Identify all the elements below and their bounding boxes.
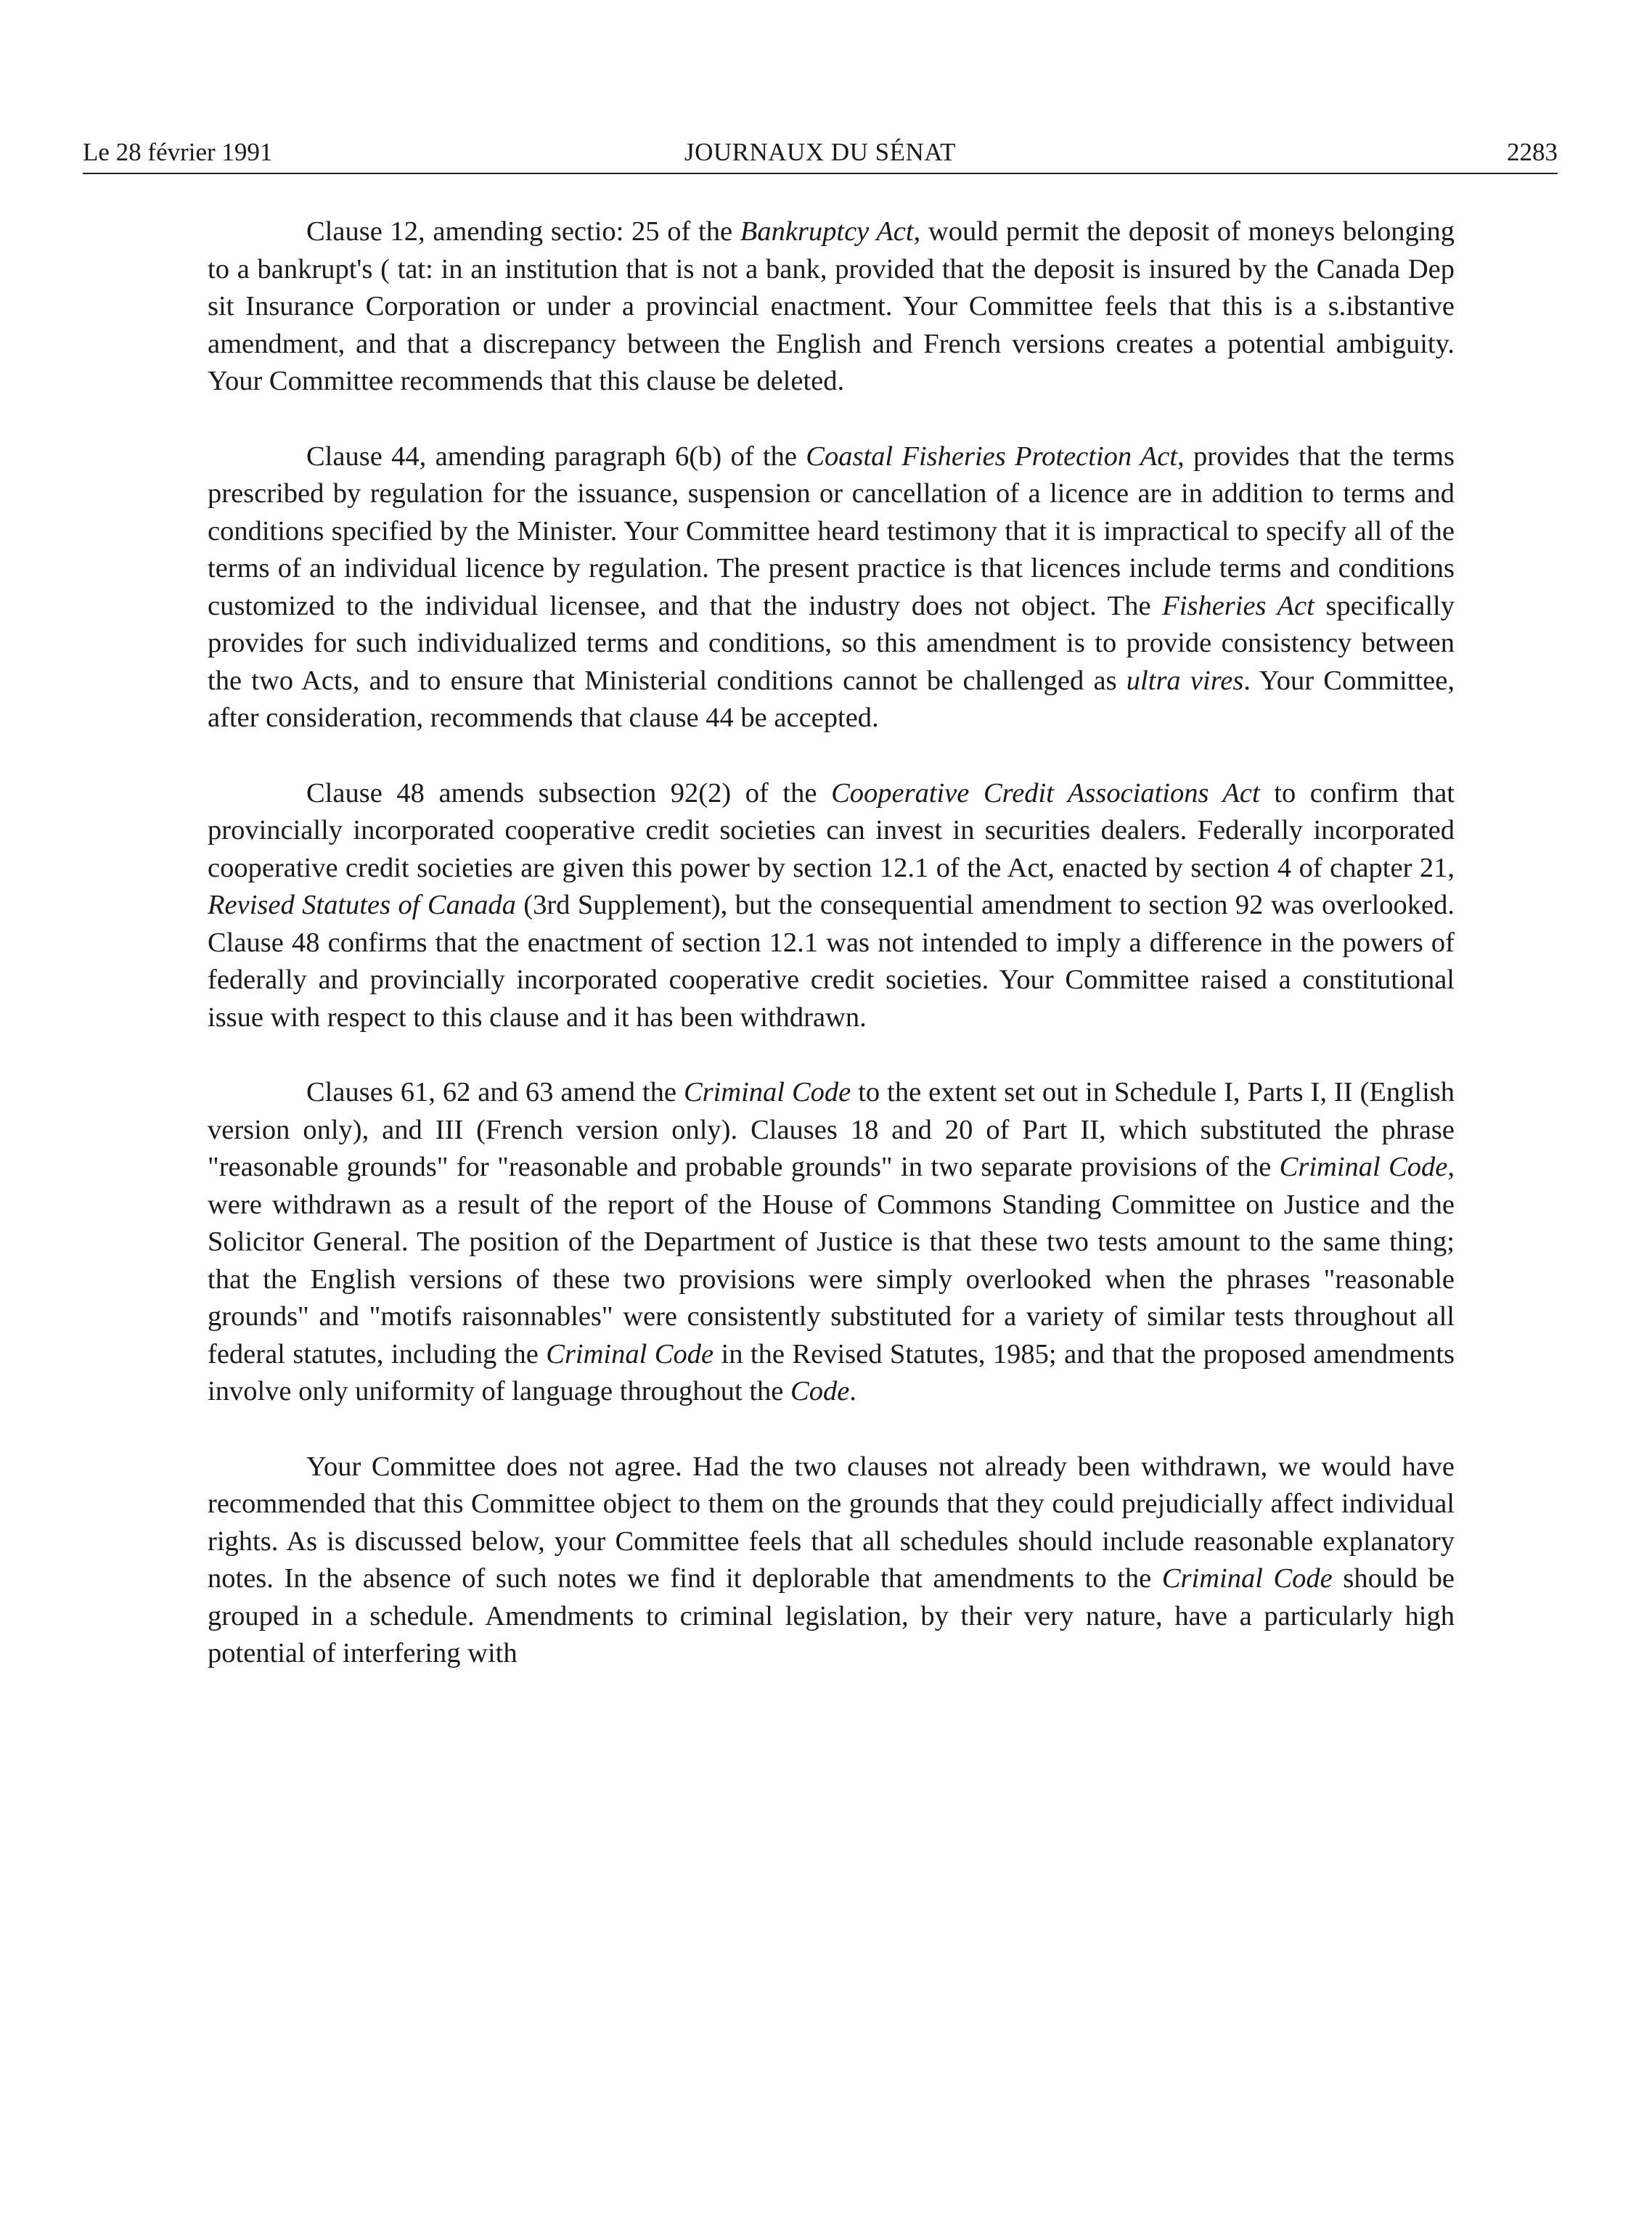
paragraph-clause-44 bbox=[208, 438, 1455, 737]
text-run: in the Revised Statutes, 1985; and that the proposed amendments involve only uniformity of language throughout the bbox=[208, 1338, 1455, 1406]
text-run: Clause 44, amending paragraph 6(b) of the bbox=[306, 441, 806, 472]
body-text bbox=[208, 213, 1455, 1711]
running-header bbox=[83, 138, 1558, 174]
italic-title-run: Fisheries Act bbox=[1162, 590, 1314, 621]
italic-title-run: Criminal Code bbox=[1161, 1563, 1333, 1594]
text-run: to the extent set out in Schedule I, Parts I, II (English version only), and III (French version only). Clauses 18 and 20 of Part II, which substituted the phrase "reasonable grounds" for "reasonable and probable grounds" in two separate provisions of the bbox=[208, 1077, 1455, 1182]
text-run: should be grouped in a schedule. Amendments to criminal legislation, by their very nature, have a particularly high potential of interfering with bbox=[208, 1563, 1455, 1668]
italic-title-run: Criminal Code bbox=[683, 1077, 851, 1107]
text-run: , provides that the terms prescribed by regulation for the issuance, suspension or cancellation of a licence are in addition to terms and conditions specified by the Minister. Your Committee heard testimony that it is impractical to specify all of the terms of an individual licence by regulation. The present practice is that licences include terms and conditions customized to the individual licensee, and that the industry does not object. The bbox=[208, 441, 1455, 621]
italic-title-run: Cooperative Credit Associations Act bbox=[831, 777, 1260, 808]
paragraph-committee-disagrees bbox=[208, 1449, 1455, 1673]
paragraph-clause-48 bbox=[208, 775, 1455, 1037]
text-run: . Your Committee, after consideration, recommends that clause 44 be accepted. bbox=[208, 665, 1455, 733]
italic-title-run: Criminal Code bbox=[546, 1338, 714, 1369]
text-run: . bbox=[849, 1376, 856, 1406]
text-run: , would permit the deposit of moneys belonging to a bankrupt's ( tat: in an institution that is not a bank, provided that the deposit is insured by the Canada Dep sit Insurance Corporation or under a provincial enactment. Your Committee feels that this is a s.ibstantive amendment, and that a discrepancy between the English and French versions creates a potential ambiguity. Your Committee recommends that this clause be deleted. bbox=[208, 216, 1455, 396]
italic-title-run: ultra vires bbox=[1126, 665, 1244, 696]
text-run: (3rd Supplement), but the consequential amendment to section 92 was overlooked. Clause 48 confirms that the enactment of section 12.1 was not intended to imply a difference in the powers of federally and provincially incorporated cooperative credit societies. Your Committee raised a constitutional issue with respect to this clause and it has been withdrawn. bbox=[208, 890, 1455, 1033]
paragraph-clauses-61-63 bbox=[208, 1074, 1455, 1411]
text-run: Your Committee does not agree. Had the two clauses not already been withdrawn, we would have recommended that this Committee object to them on the grounds that they could prejudicially affect individual rights. As is discussed below, your Committee feels that all schedules should include reasonable explanatory notes. In the absence of such notes we find it deplorable that amendments to the bbox=[208, 1451, 1455, 1594]
header-page-number: 2283 bbox=[1507, 138, 1558, 166]
text-run: , were withdrawn as a result of the report of the House of Commons Standing Committee on Justice and the Solicitor General. The position of the Department of Justice is that these two tests amount to the same thing; that the English versions of these two provisions were simply overlooked when the phrases "reasonable grounds" and "motifs raisonnables" were consistently substituted for a variety of similar tests throughout all federal statutes, including the bbox=[208, 1152, 1455, 1369]
text-run: specifically provides for such individualized terms and conditions, so this amendment is to provide consistency between the two Acts, and to ensure that Ministerial conditions cannot be challenged as bbox=[208, 590, 1455, 696]
header-journal-title: JOURNAUX DU SÉNAT bbox=[684, 138, 957, 166]
text-run: to confirm that provincially incorporated cooperative credit societies can invest in securities dealers. Federally incorporated cooperative credit societies are given this power by section 12.1 of the Act, enacted by section 4 of chapter 21, bbox=[208, 777, 1455, 883]
text-run: Clauses 61, 62 and 63 amend the bbox=[306, 1077, 684, 1107]
text-run: Clause 48 amends subsection 92(2) of the bbox=[306, 777, 832, 808]
italic-title-run: Revised Statutes of Canada bbox=[208, 890, 516, 920]
italic-title-run: Code bbox=[790, 1376, 850, 1406]
text-run: Clause 12, amending sectio: 25 of the bbox=[306, 216, 740, 247]
italic-title-run: Criminal Code bbox=[1279, 1152, 1448, 1182]
italic-title-run: Coastal Fisheries Protection Act bbox=[806, 441, 1178, 472]
italic-title-run: Bankruptcy Act bbox=[740, 216, 914, 247]
header-date: Le 28 février 1991 bbox=[83, 138, 273, 166]
paragraph-clause-12 bbox=[208, 213, 1455, 401]
